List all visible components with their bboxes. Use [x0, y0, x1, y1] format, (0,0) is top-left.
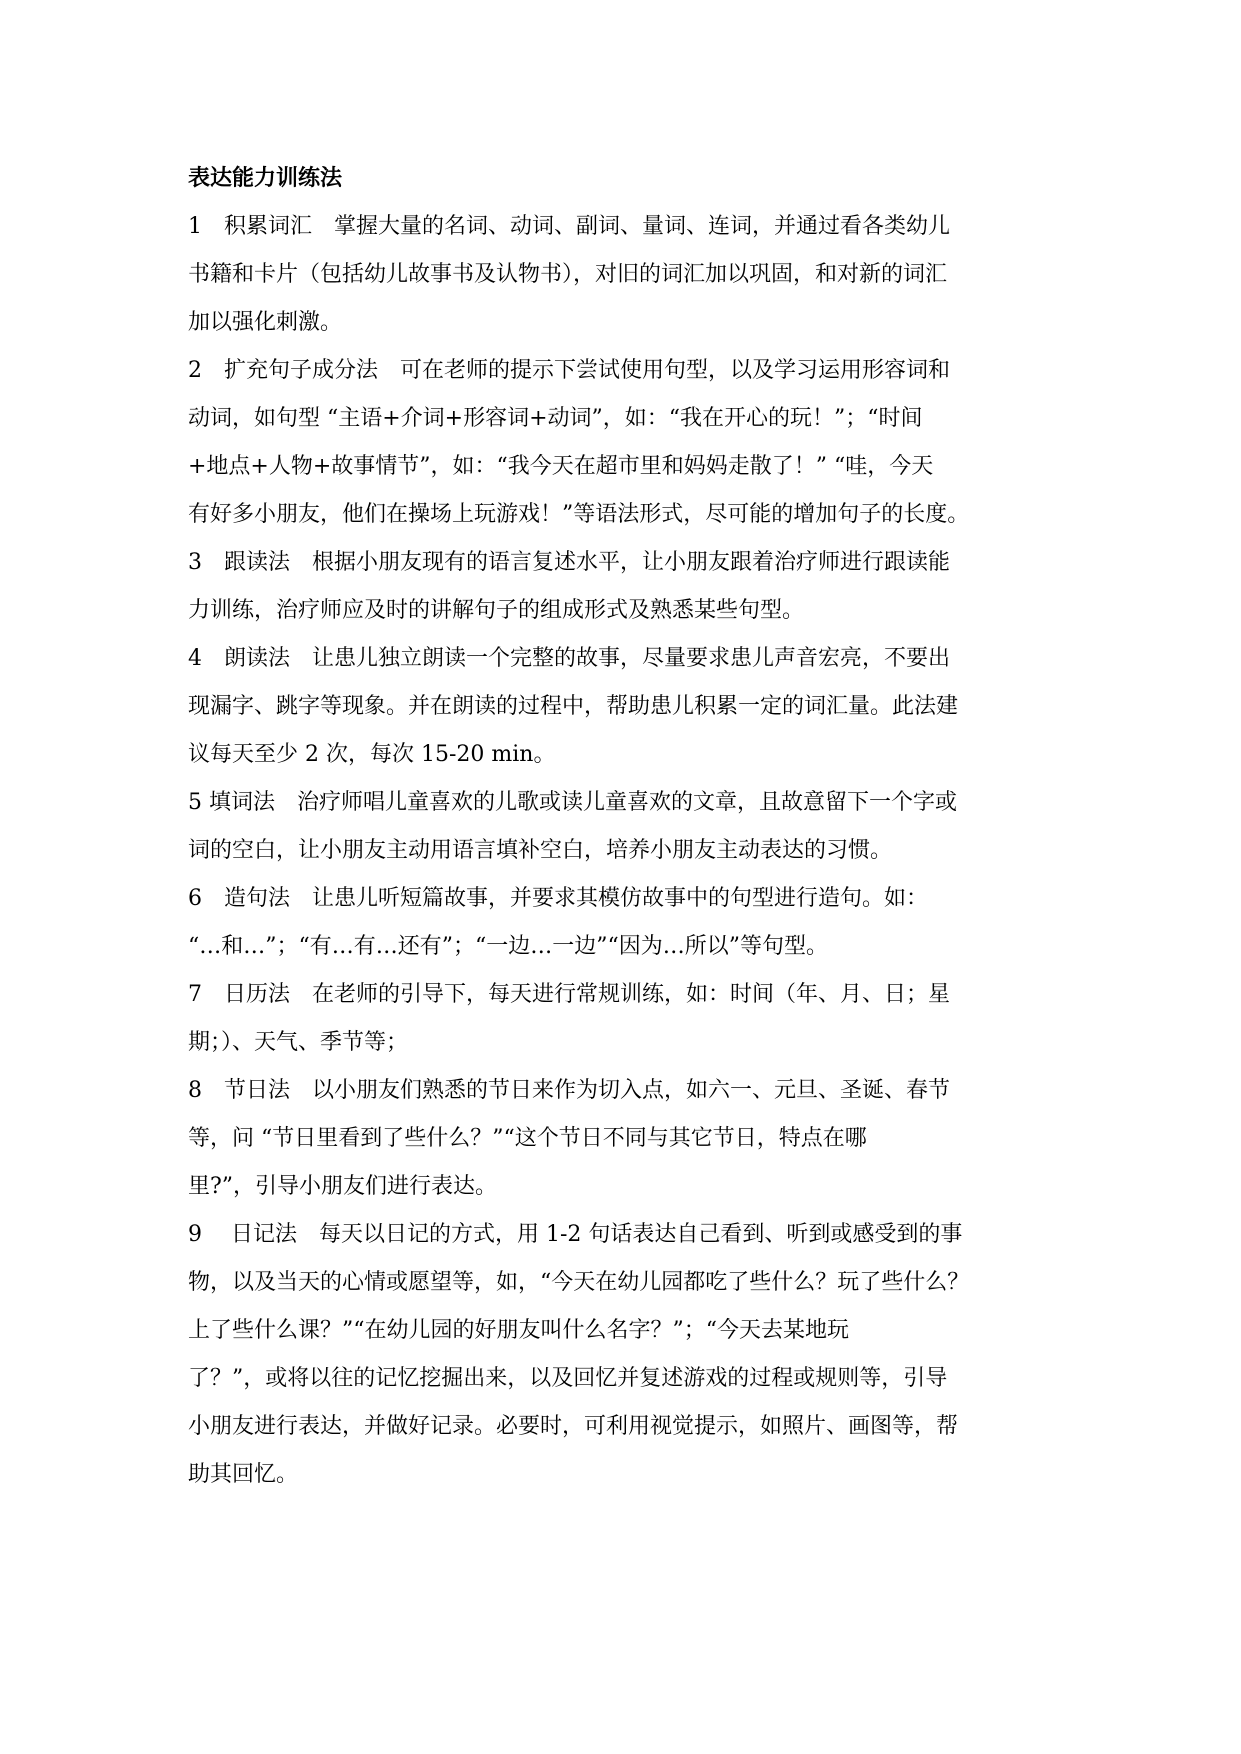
- text-line: 等，问 “节日里看到了些什么？”“这个节日不同与其它节日，特点在哪: [188, 1126, 867, 1151]
- text-line: 词的空白，让小朋友主动用语言填补空白，培养小朋友主动表达的习惯。: [188, 838, 893, 863]
- text-line: 7 日历法 在老师的引导下，每天进行常规训练，如：时间（年、月、日；星: [188, 982, 950, 1007]
- document-title: 表达能力训练法: [188, 166, 343, 191]
- document-text: [188, 203, 1058, 1499]
- text-line: 议每天至少 2 次，每次 15-20 min。: [188, 742, 556, 767]
- document-body: [188, 155, 1058, 1499]
- text-line: 2 扩充句子成分法 可在老师的提示下尝试使用句型，以及学习运用形容词和: [188, 358, 950, 383]
- text-line: 1 积累词汇 掌握大量的名词、动词、副词、量词、连词，并通过看各类幼儿: [188, 214, 950, 239]
- text-line: 8 节日法 以小朋友们熟悉的节日来作为切入点，如六一、元旦、圣诞、春节: [188, 1078, 950, 1103]
- text-line: “…和…”；“有…有…还有”；“一边…一边”“因为…所以”等句型。: [188, 934, 828, 959]
- text-line: 4 朗读法 让患儿独立朗读一个完整的故事，尽量要求患儿声音宏亮，不要出: [188, 646, 950, 671]
- text-line: 3 跟读法 根据小朋友现有的语言复述水平，让小朋友跟着治疗师进行跟读能: [188, 550, 950, 575]
- text-line: 有好多小朋友，他们在操场上玩游戏！”等语法形式，尽可能的增加句子的长度。: [188, 502, 970, 527]
- text-line: 助其回忆。: [188, 1462, 299, 1487]
- text-line: +地点+人物+故事情节”，如：“我今天在超市里和妈妈走散了！” “哇，今天: [188, 454, 934, 479]
- text-line: 了？”，或将以往的记忆挖掘出来，以及回忆并复述游戏的过程或规则等，引导: [188, 1366, 948, 1391]
- text-line: 上了些什么课？”“在幼儿园的好朋友叫什么名字？”；“今天去某地玩: [188, 1318, 849, 1343]
- text-line: 5 填词法 治疗师唱儿童喜欢的儿歌或读儿童喜欢的文章，且故意留下一个字或: [188, 790, 957, 815]
- text-line: 期；）、天气、季节等；: [188, 1030, 409, 1055]
- text-line: 6 造句法 让患儿听短篇故事，并要求其模仿故事中的句型进行造句。如：: [188, 886, 928, 911]
- text-line: 动词，如句型 “主语+介词+形容词+动词”，如：“我在开心的玩！”；“时间: [188, 406, 923, 431]
- text-line: 小朋友进行表达，并做好记录。必要时，可利用视觉提示，如照片、画图等，帮: [188, 1414, 959, 1439]
- text-line: 加以强化刺激。: [188, 310, 343, 335]
- text-line: 现漏字、跳字等现象。并在朗读的过程中，帮助患儿积累一定的词汇量。此法建: [188, 694, 959, 719]
- text-line: 书籍和卡片（包括幼儿故事书及认物书），对旧的词汇加以巩固，和对新的词汇: [188, 262, 948, 287]
- text-line: 力训练，治疗师应及时的讲解句子的组成形式及熟悉某些句型。: [188, 598, 805, 623]
- text-line: 里?”，引导小朋友们进行表达。: [188, 1174, 498, 1199]
- text-line: 9 日记法 每天以日记的方式，用 1-2 句话表达自己看到、听到或感受到的事: [188, 1222, 963, 1247]
- text-line: 物，以及当天的心情或愿望等，如，“今天在幼儿园都吃了些什么？玩了些什么？: [188, 1270, 970, 1295]
